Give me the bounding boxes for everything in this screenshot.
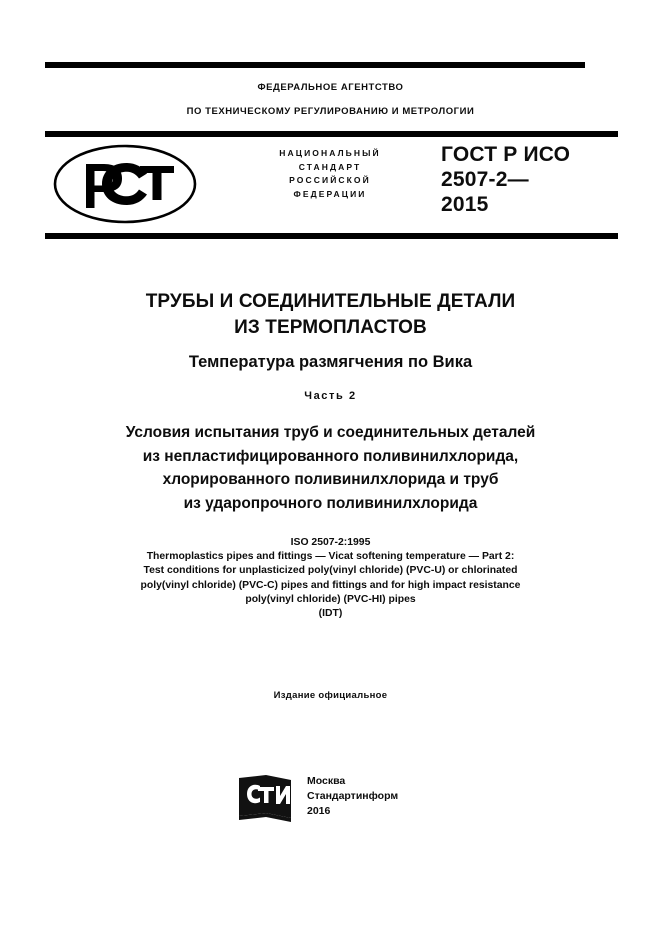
- scope-title-line-4: из ударопрочного поливинилхлорида: [183, 494, 478, 512]
- imprint-publisher: Стандартинформ: [307, 790, 399, 802]
- imprint-year: 2016: [307, 805, 331, 817]
- standartinform-emblem: [236, 772, 294, 824]
- iso-reference-line-5: poly(vinyl chloride) (PVC-HI) pipes: [245, 593, 416, 605]
- scope-title-line-1: Условия испытания труб и соединительных деталей: [125, 424, 536, 441]
- iso-reference-line-2: Thermoplastics pipes and fittings — Vicat softening temperature — Part 2:: [146, 551, 515, 563]
- gost-r-emblem: [52, 142, 198, 226]
- page-title-line-1: ТРУБЫ И СОЕДИНИТЕЛЬНЫЕ ДЕТАЛИ: [145, 291, 516, 312]
- standard-number: [441, 142, 621, 217]
- national-standard-line-3: РОССИЙСКОЙ: [289, 175, 371, 185]
- scope-title: [0, 421, 661, 515]
- standard-number-line-2: 2507-2—: [441, 168, 529, 191]
- imprint-text: [307, 774, 467, 819]
- page-title: [0, 289, 661, 340]
- national-standard-line-4: ФЕДЕРАЦИИ: [293, 188, 367, 199]
- page-title-line-2: ИЗ ТЕРМОПЛАСТОВ: [234, 316, 427, 338]
- scope-title-line-3: хлорированного поливинилхлорида и труб: [162, 471, 499, 488]
- horizontal-rule-middle: [45, 131, 618, 137]
- agency-title-line-1: ФЕДЕРАЛЬНОЕ АГЕНТСТВО: [257, 82, 404, 93]
- national-standard-line-1: НАЦИОНАЛЬНЫЙ: [279, 148, 381, 158]
- imprint-city: Москва: [307, 775, 346, 787]
- standard-banner: [45, 140, 618, 228]
- iso-reference-block: [0, 536, 661, 621]
- national-standard-line-2: СТАНДАРТ: [298, 161, 362, 172]
- national-standard-block: [230, 147, 430, 201]
- standard-number-line-3: 2015: [441, 193, 489, 216]
- iso-reference-line-1: ISO 2507-2:1995: [290, 537, 371, 548]
- horizontal-rule-bottom: [45, 233, 618, 239]
- agency-title-line-2: ПО ТЕХНИЧЕСКОМУ РЕГУЛИРОВАНИЮ И МЕТРОЛОГИИ: [186, 106, 475, 117]
- official-edition-label: Издание официальное: [273, 690, 388, 701]
- iso-reference-line-4: poly(vinyl chloride) (PVC-C) pipes and fittings and for high impact resistance: [140, 579, 521, 591]
- horizontal-rule-top: [45, 62, 585, 68]
- standard-number-line-1: ГОСТ Р ИСО: [441, 143, 571, 166]
- page-subtitle: Температура размягчения по Вика: [188, 353, 473, 371]
- iso-reference-line-6: (IDT): [318, 608, 343, 620]
- iso-reference-line-3: Test conditions for unplasticized poly(vinyl chloride) (PVC-U) or chlorinated: [143, 565, 518, 577]
- scope-title-line-2: из непластифицированного поливинилхлорида,: [142, 447, 519, 465]
- part-label: Часть 2: [304, 390, 357, 402]
- imprint-block: [0, 770, 661, 830]
